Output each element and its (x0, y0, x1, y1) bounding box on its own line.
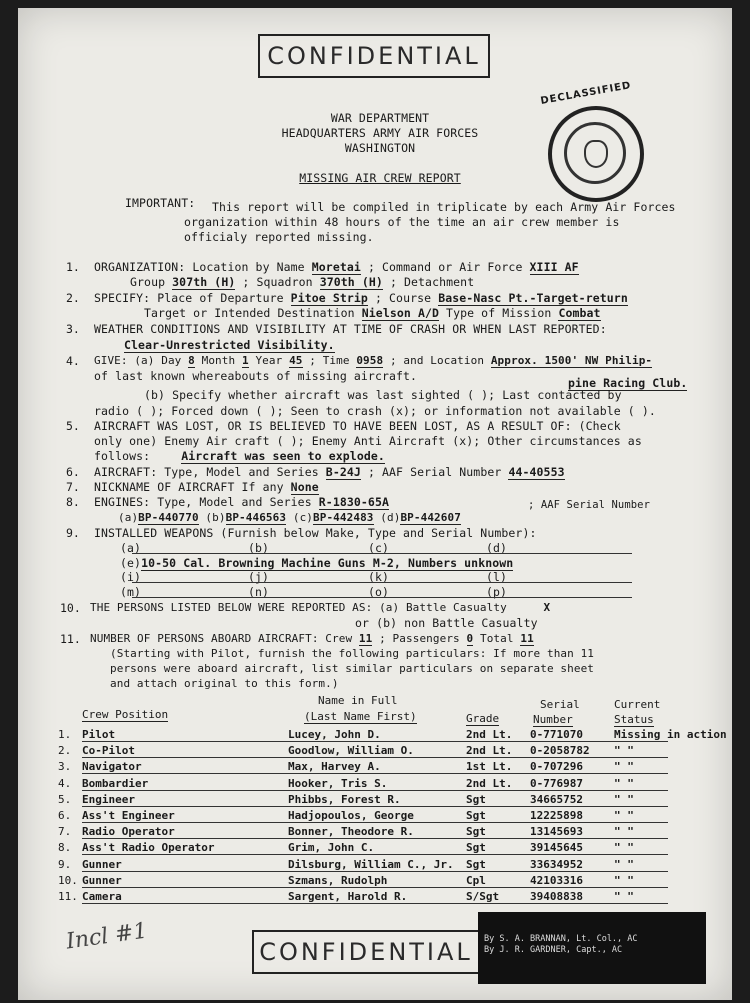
crash-line: radio ( ); Forced down ( ); Seen to crash (x); or information not available ( ). (94, 404, 656, 418)
weapon-j-label: (j) (248, 570, 270, 584)
important-line-2: organization within 48 hours of the time an air crew member is (184, 215, 620, 229)
crew-row-number: 8. (58, 841, 72, 855)
crew-row-rule (82, 838, 668, 839)
engine-serial-label: ; AAF Serial Number (528, 499, 651, 511)
crew-name: Hadjopoulos, George (288, 809, 414, 822)
crew-position: Engineer (82, 792, 135, 806)
crew-name: Dilsburg, William C., Jr. (288, 857, 454, 871)
important-line-1: This report will be compiled in triplicate by each Army Air Forces (212, 200, 676, 214)
crew-status: " " (614, 809, 634, 822)
important-line-3: officialy reported missing. (184, 230, 374, 244)
item-number-6: 6. (66, 465, 80, 479)
crew-serial: 0-771070 (530, 728, 583, 741)
crew-position: Pilot (82, 728, 116, 741)
mission-type-value: Combat (558, 306, 601, 320)
header-status-2: Status (614, 713, 654, 726)
item-number-2: 2. (66, 291, 80, 305)
time-value: 0958 (356, 354, 384, 367)
item-number-11: 11. (60, 632, 81, 646)
crew-serial: 39145645 (530, 841, 583, 855)
header-status-1: Current (614, 698, 661, 711)
confidential-stamp-bottom: CONFIDENTIAL (252, 930, 480, 974)
give-line: GIVE: (a) Day 8 Month 1 Year 45 ; Time 0958 ; and Location Approx. 1500' NW Philip- (94, 354, 653, 367)
item-number-9: 9. (66, 526, 80, 540)
engine-serial-d: BP-442607 (400, 511, 461, 524)
crew-serial: 34665752 (530, 792, 583, 806)
engine-serial-a: BP-440770 (138, 511, 199, 524)
aircraft-line: AIRCRAFT: Type, Model and Series B-24J ; AAF Serial Number 44-40553 (94, 465, 565, 479)
circumstances-value: Aircraft was seen to explode. (181, 449, 385, 463)
weapon-m-label: (m) (120, 585, 142, 599)
weapon-a-label: (a) (120, 541, 142, 555)
location-desc-value: Approx. 1500' NW Philip- (490, 354, 653, 367)
crew-row-number: 2. (58, 744, 72, 758)
crew-serial: 33634952 (530, 857, 583, 871)
target-line: Target or Intended Destination Nielson A/D Type of Mission Combat (144, 306, 601, 320)
crew-grade: 1st Lt. (466, 760, 513, 774)
crew-row-number: 9. (58, 857, 72, 871)
weapon-rule-2 (132, 582, 632, 583)
weapon-k-label: (k) (368, 570, 390, 584)
crew-name: Max, Harvey A. (288, 760, 381, 774)
crew-grade: 2nd Lt. (466, 744, 513, 758)
engines-line: ENGINES: Type, Model and Series R-1830-65A (94, 495, 390, 509)
crew-serial: 42103316 (530, 873, 583, 887)
crew-grade: Sgt (466, 825, 486, 839)
crew-row-number: 4. (58, 776, 72, 790)
item-number-3: 3. (66, 322, 80, 336)
crew-name: Sargent, Harold R. (288, 890, 408, 903)
crew-grade: 2nd Lt. (466, 728, 513, 741)
crew-grade: Cpl (466, 873, 486, 887)
crew-row-rule (82, 757, 668, 758)
crew-grade: S/Sgt (466, 890, 500, 903)
weapon-rule-1 (132, 553, 632, 554)
crew-grade: 2nd Lt. (466, 776, 513, 790)
passengers-value: 0 (466, 632, 474, 645)
crew-status: " " (614, 744, 634, 758)
header-line-1: WAR DEPARTMENT (330, 111, 430, 125)
crew-status: " " (614, 760, 634, 774)
crew-status: " " (614, 857, 634, 871)
lost-cause-line-1: AIRCRAFT WAS LOST, OR IS BELIEVED TO HAVE BEEN LOST, AS A RESULT OF: (Check (94, 419, 621, 433)
weapon-i-label: (i) (120, 570, 142, 584)
organization-line: ORGANIZATION: Location by Name Moretai ; Command or Air Force XIII AF (94, 260, 579, 274)
crew-position: Ass't Radio Operator (82, 841, 215, 855)
crew-row-number: 10. (58, 873, 78, 887)
header-line-3: WASHINGTON (344, 141, 416, 155)
item-number-5: 5. (66, 419, 80, 433)
day-value: 8 (188, 354, 195, 367)
crew-row-rule (82, 822, 668, 823)
crew-serial: 0-2058782 (530, 744, 590, 758)
crew-row-rule (82, 871, 668, 872)
header-grade: Grade (466, 712, 500, 725)
crew-name: Bonner, Theodore R. (288, 825, 414, 839)
aircraft-model-value: B-24J (325, 465, 361, 479)
engine-serials-line: (a)BP-440770 (b)BP-446563 (c)BP-442483 (d)BP-442607 (118, 511, 461, 524)
header-crew-position: Crew Position (82, 708, 169, 721)
location-desc-value-cont: pine Racing Club. (568, 376, 688, 390)
crew-serial: 0-707296 (530, 760, 583, 774)
official-line-2: By J. R. GARDNER, Capt., AC (484, 945, 623, 955)
crew-name: Grim, John C. (288, 841, 375, 855)
crew-row-number: 5. (58, 792, 72, 806)
crew-status: " " (614, 890, 634, 903)
crew-name: Lucey, John D. (288, 728, 381, 741)
crew-row-number: 6. (58, 809, 72, 822)
nickname-value: None (290, 480, 319, 494)
item-number-1: 1. (66, 260, 80, 274)
crew-serial: 39408838 (530, 890, 583, 903)
official-authority-block (478, 912, 706, 984)
crew-position: Co-Pilot (82, 744, 135, 758)
header-name-2: (Last Name First) (304, 710, 417, 723)
instructions-line-2: persons were aboard aircraft, list similar particulars on separate sheet (110, 662, 595, 675)
weapon-e-value: 10-50 Cal. Browning Machine Guns M-2, Numbers unknown (141, 556, 514, 570)
item-number-8: 8. (66, 495, 80, 509)
crew-status: Missing in action (614, 728, 727, 741)
item-number-10: 10. (60, 601, 81, 615)
crew-row-rule (82, 790, 668, 791)
seal-stamp (548, 106, 644, 202)
instructions-line-3: and attach original to this form.) (110, 677, 339, 690)
casualty-line-a: THE PERSONS LISTED BELOW WERE REPORTED AS: (a) Battle Casualty X (90, 601, 551, 614)
crew-status: " " (614, 825, 634, 839)
crew-row-rule (82, 806, 668, 807)
seal-emblem-icon (584, 140, 608, 168)
crew-row-rule (82, 903, 668, 904)
crew-row-rule (82, 773, 668, 774)
aircraft-serial-value: 44-40553 (508, 465, 565, 479)
instructions-line-1: (Starting with Pilot, furnish the following particulars: If more than 11 (110, 647, 595, 660)
sighted-line: (b) Specify whether aircraft was last sighted ( ); Last contacted by (144, 388, 622, 402)
group-value: 307th (H) (172, 275, 236, 289)
crew-row-number: 11. (58, 890, 78, 903)
engine-serial-b: BP-446563 (225, 511, 287, 524)
crew-position: Radio Operator (82, 825, 175, 839)
crew-position: Navigator (82, 760, 142, 774)
header-serial-1: Serial (540, 698, 580, 711)
crew-row-number: 7. (58, 825, 72, 839)
weapon-c-label: (c) (368, 541, 390, 555)
crew-name: Hooker, Tris S. (288, 776, 388, 790)
crew-position: Gunner (82, 873, 122, 887)
weapon-e-line: (e)10-50 Cal. Browning Machine Guns M-2, Numbers unknown (120, 556, 514, 570)
confidential-stamp-top: CONFIDENTIAL (258, 34, 490, 78)
weapon-rule-3 (132, 597, 632, 598)
crew-serial: 12225898 (530, 809, 583, 822)
engine-model-value: R-1830-65A (318, 495, 390, 509)
casualty-line-b: or (b) non Battle Casualty (355, 616, 538, 630)
header-line-2: HEADQUARTERS ARMY AIR FORCES (281, 126, 479, 140)
handwritten-note: Incl #1 (64, 918, 149, 955)
weapon-n-label: (n) (248, 585, 270, 599)
nickname-line: NICKNAME OF AIRCRAFT If any None (94, 480, 319, 494)
crew-serial: 0-776987 (530, 776, 583, 790)
air-force-value: XIII AF (529, 260, 579, 274)
crew-row-number: 3. (58, 760, 72, 774)
page-title: MISSING AIR CREW REPORT (299, 171, 461, 185)
header-name-1: Name in Full (318, 694, 398, 707)
crew-status: " " (614, 873, 634, 887)
departure-value: Pitoe Strip (290, 291, 368, 305)
month-value: 1 (241, 354, 249, 367)
follows-line: follows: Aircraft was seen to explode. (94, 449, 385, 463)
crew-name: Goodlow, William O. (288, 744, 414, 758)
crew-position: Gunner (82, 857, 122, 871)
target-value: Nielson A/D (361, 306, 440, 320)
departure-line: SPECIFY: Place of Departure Pitoe Strip ; Course Base-Nasc Pt.-Target-return (94, 291, 628, 305)
weapons-label: INSTALLED WEAPONS (Furnish below Make, Type and Serial Number): (94, 526, 537, 540)
group-line: Group 307th (H) ; Squadron 370th (H) ; Detachment (130, 275, 475, 289)
course-value: Base-Nasc Pt.-Target-return (438, 291, 628, 305)
declassified-label: DECLASSIFIED (539, 80, 633, 107)
squadron-value: 370th (H) (319, 275, 383, 289)
crew-name: Phibbs, Forest R. (288, 792, 401, 806)
location-value: Moretai (311, 260, 361, 274)
whereabouts-line: of last known whereabouts of missing aircraft. (94, 369, 418, 383)
crew-row-rule (82, 741, 668, 742)
crew-position: Bombardier (82, 776, 149, 790)
crew-row-rule (82, 854, 668, 855)
crew-serial: 13145693 (530, 825, 583, 839)
battle-casualty-value: X (543, 601, 551, 614)
crew-count-value: 11 (358, 632, 373, 645)
weather-label: WEATHER CONDITIONS AND VISIBILITY AT TIME OF CRASH OR WHEN LAST REPORTED: (94, 322, 607, 336)
weapon-l-label: (l) (486, 570, 508, 584)
weather-value: Clear-Unrestricted Visibility. (124, 338, 335, 352)
item-number-7: 7. (66, 480, 80, 494)
crew-row-number: 1. (58, 728, 72, 741)
lost-cause-line-2: only one) Enemy Air craft ( ); Enemy Anti Aircraft (x); Other circumstances as (94, 434, 642, 448)
weapon-o-label: (o) (368, 585, 390, 599)
crew-status: " " (614, 792, 634, 806)
weapon-b-label: (b) (248, 541, 270, 555)
crew-row-rule (82, 887, 668, 888)
engine-serial-c: BP-442483 (313, 511, 374, 524)
crew-status: " " (614, 841, 634, 855)
crew-position: Ass't Engineer (82, 809, 175, 822)
important-label: IMPORTANT: (125, 196, 196, 210)
item-number-4: 4. (66, 354, 80, 368)
crew-grade: Sgt (466, 809, 486, 822)
crew-status: " " (614, 776, 634, 790)
official-line-1: By S. A. BRANNAN, Lt. Col., AC (484, 934, 638, 944)
total-value: 11 (520, 632, 534, 645)
crew-name: Szmans, Rudolph (288, 873, 388, 887)
crew-position: Camera (82, 890, 122, 903)
crew-grade: Sgt (466, 841, 486, 855)
weapon-p-label: (p) (486, 585, 508, 599)
crew-grade: Sgt (466, 857, 486, 871)
persons-aboard-line: NUMBER OF PERSONS ABOARD AIRCRAFT: Crew 11 ; Passengers 0 Total 11 (90, 632, 534, 645)
header-serial-2: Number (533, 713, 573, 726)
weapon-d-label: (d) (486, 541, 508, 555)
year-value: 45 (289, 354, 303, 367)
crew-grade: Sgt (466, 792, 486, 806)
